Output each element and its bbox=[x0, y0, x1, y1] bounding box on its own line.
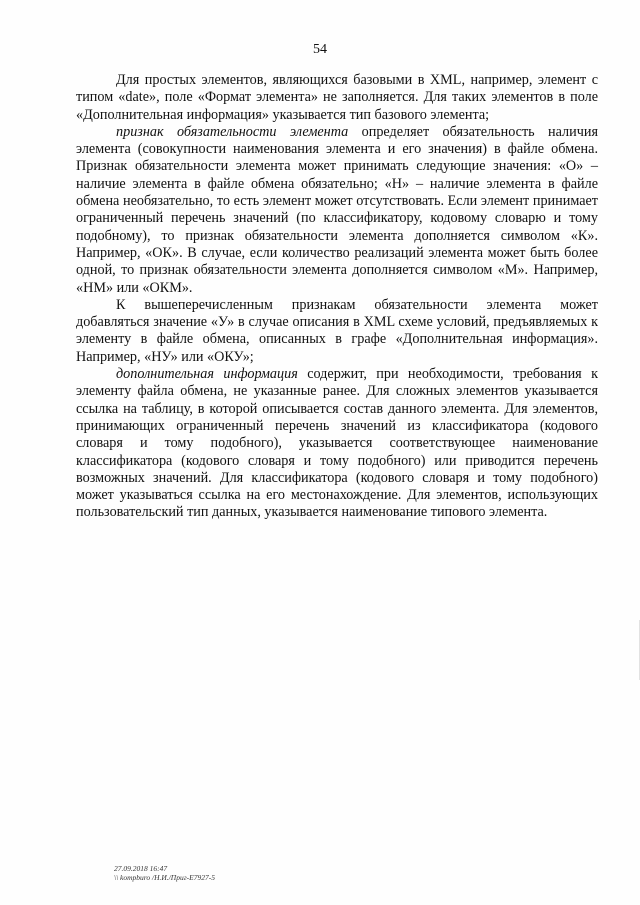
term-additional-info: дополнительная информация bbox=[116, 366, 298, 383]
paragraph-condition-flag bbox=[76, 297, 598, 366]
page-number: 54 bbox=[313, 42, 327, 57]
paragraph-base-elements bbox=[76, 72, 598, 124]
paragraph-text: Для простых элементов, являющихся базовыми в XML, например, элемент с типом «date», поле «Формат элемента» не заполняется. Для таких элементов в поле «Дополнительная информация» указывается тип базового элемента; bbox=[76, 72, 598, 123]
footer-file-path: \\ kompburo /Н.И./Приг-Е7927-5 bbox=[114, 873, 215, 882]
paragraph-text: К вышеперечисленным признакам обязательности элемента может добавляться значение «У» в случае описания в XML схеме условий, предъявляемых к элементу в файле обмена, описанных в графе «Дополнительная информация». Например, «НУ» или «ОКУ»; bbox=[76, 296, 598, 365]
body-text bbox=[76, 72, 598, 522]
paragraph-text: содержит, при необходимости, требования к элементу файла обмена, не указанные ранее. Для сложных элементов указывается ссылка на таблицу, в которой описывается состав данного элемента. Для элементов, принимающих ограниченный перечень значений из классификатора (кодового словаря и тому подобного), указывается соответствующее наименование классификатора (кодового словаря и тому подобного) или приводится перечень возможных значений. Для классификатора (кодового словаря и тому подобного) может указываться ссылка на его местонахождение. Для элементов, использующих пользовательский тип данных, указывается наименование типового элемента. bbox=[76, 366, 598, 521]
footer-timestamp: 27.09.2018 16:47 bbox=[114, 864, 168, 873]
paragraph-required-flag bbox=[76, 124, 598, 297]
document-footer bbox=[114, 864, 215, 882]
paragraph-additional-info bbox=[76, 366, 598, 522]
term-required-flag: признак обязательности элемента bbox=[116, 123, 349, 140]
paragraph-text: определяет обязательность наличия элемента (совокупности наименования элемента и его значения) в файле обмена. Признак обязательности элемента может принимать следующие значения: «О» – наличие элемента в файле обмена обязательно; «Н» – наличие элемента в файле обмена необязательно, то есть элемент может отсутствовать. Если элемент принимает ограниченный перечень значений (по классификатору, кодовому словарю и тому подобному), то признак обязательности элемента дополняется символом «К». Например, «ОК». В случае, если количество реализаций элемента может быть более одной, то признак обязательности элемента дополняется символом «М». Например, «НМ» или «ОКМ». bbox=[76, 123, 598, 296]
